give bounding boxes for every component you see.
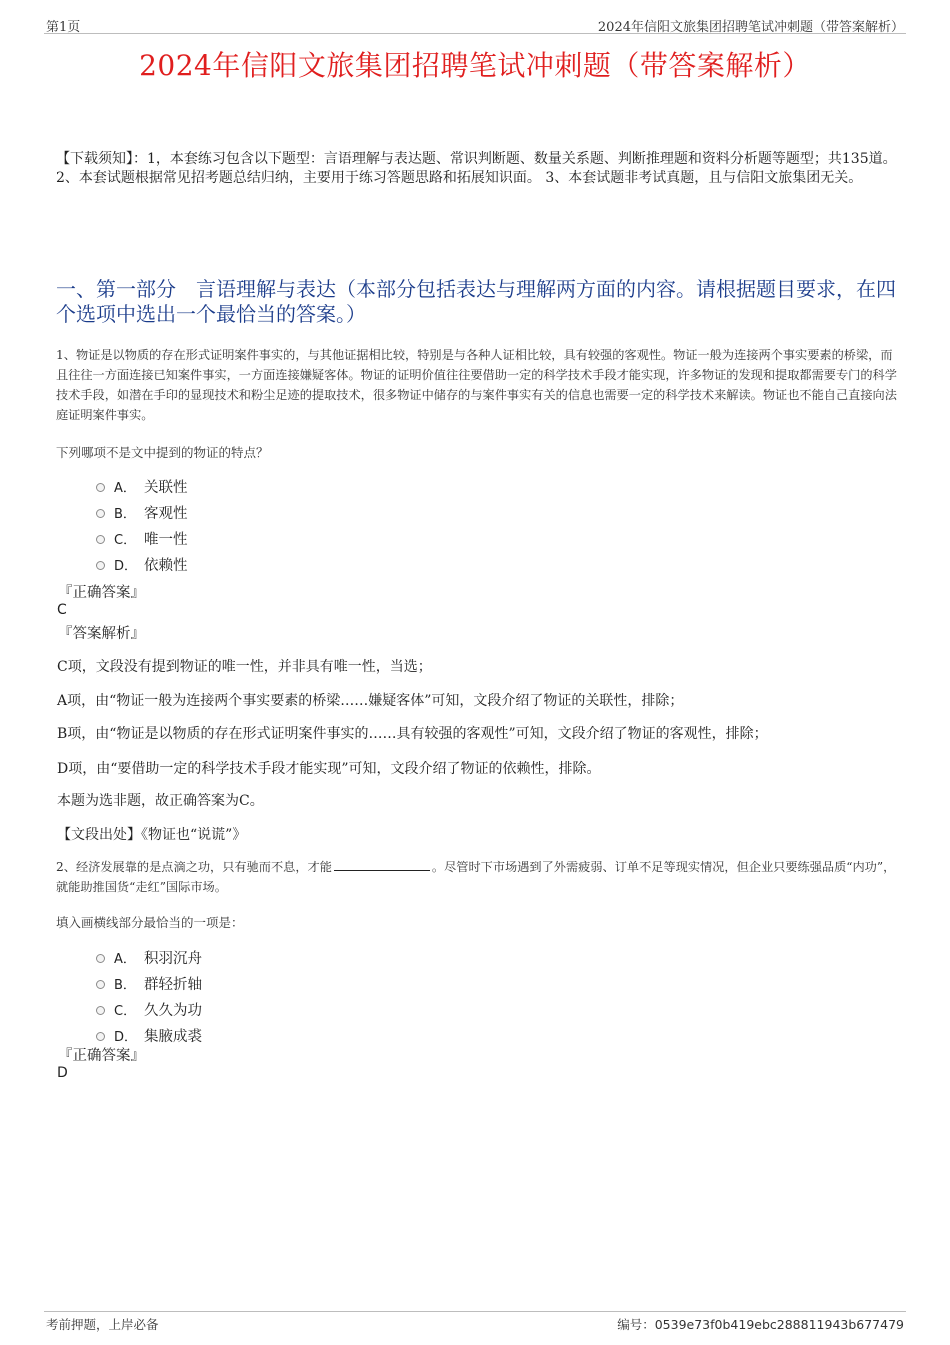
code-value: 0539e73f0b419ebc288811943b677479 — [654, 1317, 904, 1332]
q2-answer-label: 『正确答案』 — [58, 1048, 145, 1064]
radio-icon[interactable] — [96, 954, 105, 963]
download-notice: 【下载须知】：1，本套练习包含以下题型：言语理解与表达题、常识判断题、数量关系题、判断推理题和资料分析题等题型；共135道。 2、本套试题根据常见招考题总结归纳，主要用于练习答题思路和拓展知识面。 3、本套试题非考试真题，且与信阳文旅集团无关。 — [56, 151, 897, 186]
q1-prompt: 下列哪项不是文中提到的物证的特点？ — [56, 445, 269, 460]
option-text: 唯一性 — [144, 531, 188, 548]
q2-passage-after: 。尽管时下市场遇到了外需疲弱、订单不足等现实情况，但企业只要练强品质“内功”，就能助推国货“走红”国际市场。 — [56, 860, 896, 894]
page-number: 第1页 — [46, 20, 81, 35]
option-letter: C． — [114, 532, 137, 548]
radio-icon[interactable] — [96, 1032, 105, 1041]
footer-doc-code — [617, 1315, 904, 1333]
q1-option-d[interactable] — [96, 553, 188, 575]
q2-option-c[interactable] — [96, 998, 202, 1020]
q1-answer: C — [57, 602, 67, 618]
option-letter: C． — [114, 1003, 137, 1019]
option-text: 群轻折轴 — [144, 976, 202, 993]
radio-icon[interactable] — [96, 509, 105, 518]
q1-analysis-line: B项，由“物证是以物质的存在形式证明案件事实的……具有较强的客观性”可知，文段介绍了物证的客观性，排除； — [57, 726, 768, 742]
q1-analysis-line: D项，由“要借助一定的科学技术手段才能实现”可知，文段介绍了物证的依赖性，排除。 — [57, 761, 601, 777]
fill-blank — [334, 859, 430, 871]
q2-answer: D — [57, 1065, 68, 1081]
radio-icon[interactable] — [96, 561, 105, 570]
footer-divider — [44, 1311, 906, 1312]
footer-slogan: 考前押题，上岸必备 — [46, 1317, 159, 1332]
option-letter: D． — [114, 1029, 138, 1045]
option-letter: B． — [114, 977, 136, 993]
option-text: 久久为功 — [144, 1002, 202, 1019]
option-letter: D． — [114, 558, 138, 574]
q2-option-b[interactable] — [96, 972, 202, 994]
option-text: 客观性 — [144, 505, 188, 522]
option-text: 依赖性 — [144, 557, 188, 574]
q1-source: 【文段出处】《物证也“说谎”》 — [57, 827, 247, 843]
q2-option-a[interactable] — [96, 946, 202, 968]
q1-passage: 1、物证是以物质的存在形式证明案件事实的，与其他证据相比较，特别是与各种人证相比较，具有较强的客观性。物证一般为连接两个事实要素的桥梁，而且往往一方面连接已知案件事实，一方面连接嫌疑客体。物证的证明价值往往要借助一定的科学技术手段才能实现，许多物证的发现和提取都需要专门的科学技术手段，如潜在手印的显现技术和粉尘足迹的提取技术，很多物证中储存的与案件事实有关的信息也需要一定的科学技术来解读。物证也不能自己直接向法庭证明案件事实。 — [56, 348, 897, 422]
document-title: 2024年信阳文旅集团招聘笔试冲刺题（带答案解析） — [139, 49, 811, 82]
q2-passage-before: 2、经济发展靠的是点滴之功，只有驰而不息，才能 — [56, 860, 332, 874]
q1-option-c[interactable] — [96, 527, 188, 549]
option-text: 集腋成裘 — [144, 1028, 202, 1045]
option-letter: A． — [114, 951, 136, 967]
q1-analysis-label: 『答案解析』 — [58, 626, 145, 642]
q1-analysis-line: C项，文段没有提到物证的唯一性，并非具有唯一性，当选； — [57, 659, 432, 675]
q1-option-b[interactable] — [96, 501, 188, 523]
q2-option-d[interactable] — [96, 1024, 202, 1046]
radio-icon[interactable] — [96, 980, 105, 989]
q1-analysis-line: A项，由“物证一般为连接两个事实要素的桥梁……嫌疑客体”可知，文段介绍了物证的关联性，排除； — [57, 693, 684, 709]
option-text: 积羽沉舟 — [144, 950, 202, 967]
radio-icon[interactable] — [96, 483, 105, 492]
q2-prompt: 填入画横线部分最恰当的一项是： — [56, 915, 244, 930]
radio-icon[interactable] — [96, 1006, 105, 1015]
option-letter: A． — [114, 480, 136, 496]
section-heading: 一、第一部分 言语理解与表达（本部分包括表达与理解两方面的内容。请根据题目要求，在四个选项中选出一个最恰当的答案。） — [56, 277, 896, 326]
header-doc-title: 2024年信阳文旅集团招聘笔试冲刺题（带答案解析） — [597, 20, 904, 35]
q1-analysis-line: 本题为选非题，故正确答案为C。 — [57, 793, 264, 809]
q2-passage — [56, 857, 898, 897]
q1-answer-label: 『正确答案』 — [58, 585, 145, 601]
radio-icon[interactable] — [96, 535, 105, 544]
option-text: 关联性 — [144, 479, 188, 496]
header-divider — [44, 33, 906, 34]
code-label: 编号： — [617, 1317, 655, 1332]
option-letter: B． — [114, 506, 136, 522]
q1-option-a[interactable] — [96, 475, 188, 497]
